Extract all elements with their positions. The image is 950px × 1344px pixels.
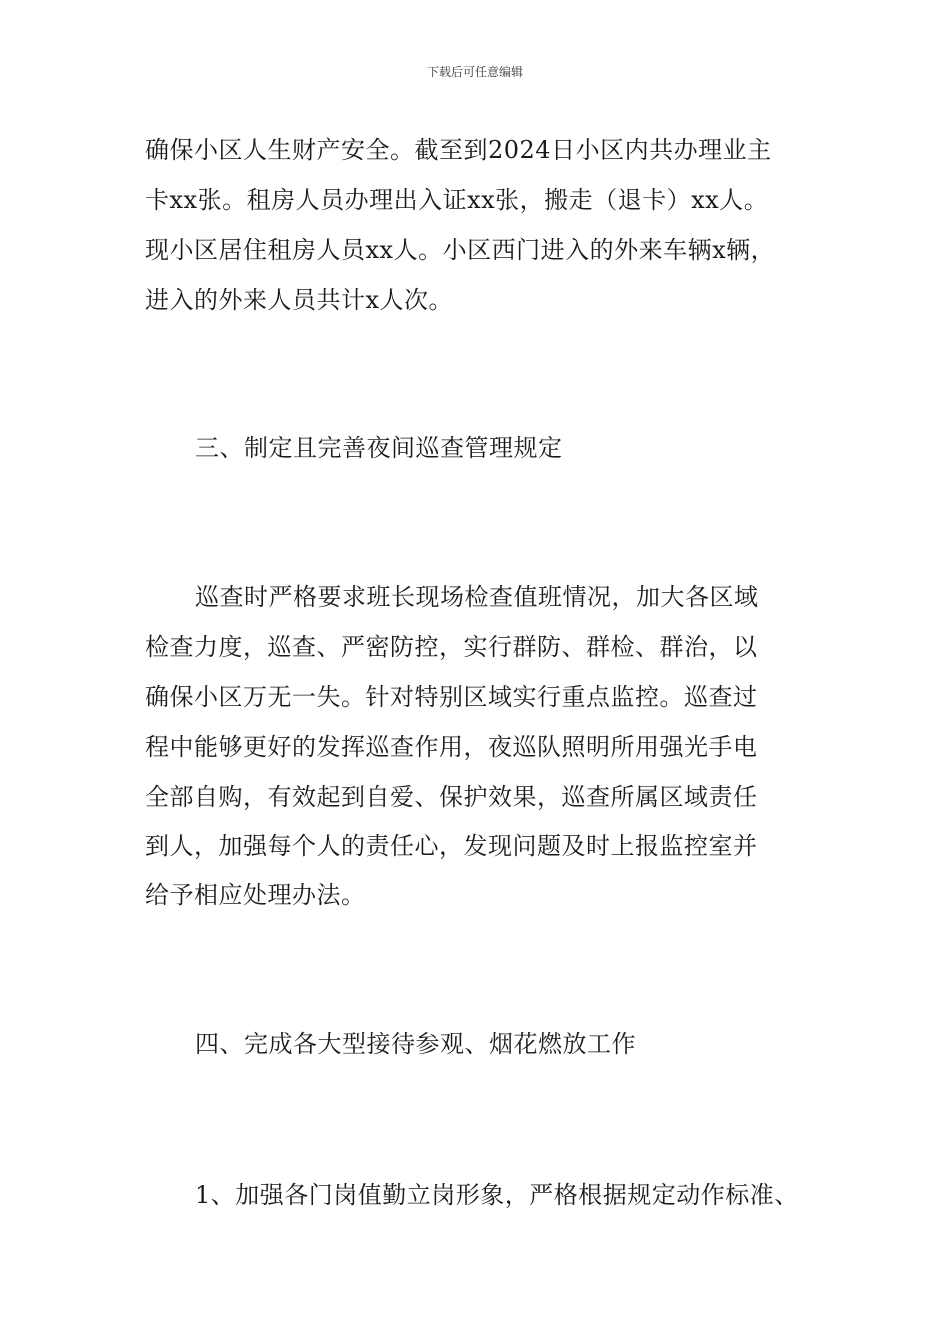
section-heading: 三、制定且完善夜间巡查管理规定 bbox=[195, 434, 563, 462]
paragraph-line: 确保小区人生财产安全。截至到2024日小区内共办理业主 bbox=[145, 136, 772, 164]
page-header-note: 下载后可任意编辑 bbox=[426, 65, 523, 79]
paragraph-line: 卡xx张。租房人员办理出入证xx张，搬走（退卡）xx人。 bbox=[145, 186, 769, 214]
paragraph-line: 1、加强各门岗值勤立岗形象，严格根据规定动作标准、 bbox=[195, 1181, 799, 1209]
paragraph-line: 到人，加强每个人的责任心，发现问题及时上报监控室并 bbox=[145, 832, 758, 860]
paragraph-line: 现小区居住租房人员xx人。小区西门进入的外来车辆x辆， bbox=[145, 236, 776, 264]
paragraph-line: 程中能够更好的发挥巡查作用，夜巡队照明所用强光手电 bbox=[145, 733, 758, 761]
paragraph-line: 检查力度，巡查、严密防控，实行群防、群检、群治，以 bbox=[145, 633, 758, 661]
section-heading: 四、完成各大型接待参观、烟花燃放工作 bbox=[195, 1030, 636, 1058]
paragraph-line: 进入的外来人员共计x人次。 bbox=[145, 286, 454, 314]
paragraph-line: 巡查时严格要求班长现场检查值班情况，加大各区域 bbox=[195, 583, 759, 611]
paragraph-line: 确保小区万无一失。针对特别区域实行重点监控。巡查过 bbox=[145, 683, 758, 711]
paragraph-line: 全部自购，有效起到自爱、保护效果，巡查所属区域责任 bbox=[145, 783, 758, 811]
paragraph-line: 给予相应处理办法。 bbox=[145, 881, 366, 909]
